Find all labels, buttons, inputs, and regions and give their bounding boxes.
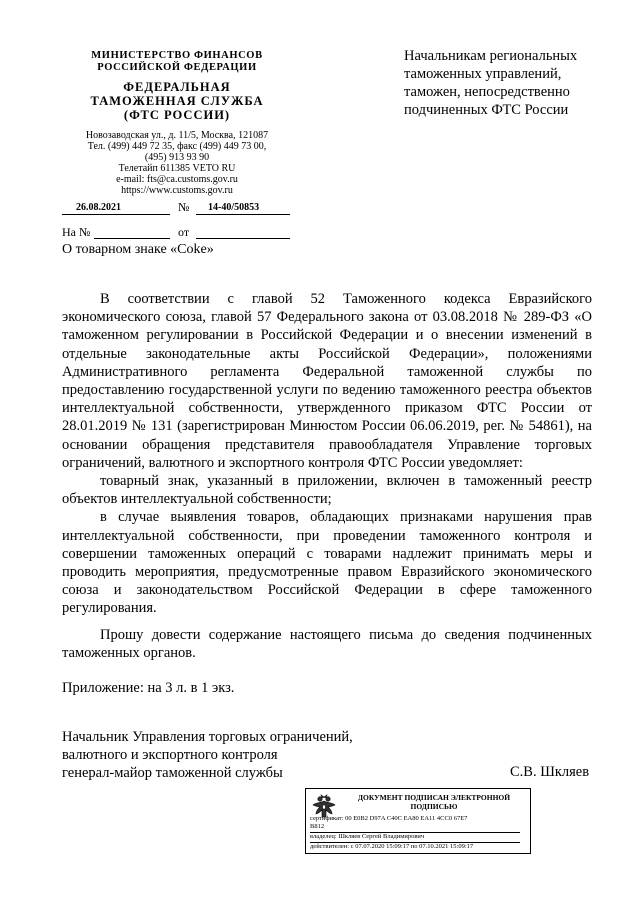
sender-address bbox=[48, 130, 306, 196]
addressee-line1: Начальникам региональных bbox=[404, 48, 578, 64]
stamp-title bbox=[340, 793, 528, 811]
stamp-validity: действителен: с 07.07.2020 15:09:17 по 07.10.2021 15:09:17 bbox=[310, 843, 474, 850]
position-line3: генерал-майор таможенной службы bbox=[62, 765, 283, 781]
position-line2: валютного и экспортного контроля bbox=[62, 747, 278, 763]
letter-body bbox=[62, 290, 592, 662]
ministry-name-line2: РОССИЙСКОЙ ФЕДЕРАЦИИ bbox=[97, 62, 257, 73]
position-line1: Начальник Управления торговых ограничений, bbox=[62, 729, 353, 745]
letter-subject: О товарном знаке «Coke» bbox=[62, 242, 214, 257]
number-sign: № bbox=[178, 200, 190, 214]
signatory-name: С.В. Шкляев bbox=[510, 764, 590, 780]
number-underline bbox=[196, 214, 290, 215]
website[interactable]: https://www.customs.gov.ru bbox=[121, 185, 233, 196]
addressee-line3: таможен, непосредственно bbox=[404, 84, 570, 100]
stamp-title-line1: ДОКУМЕНТ ПОДПИСАН ЭЛЕКТРОННОЙ bbox=[357, 793, 511, 802]
registration-number: 14-40/50853 bbox=[208, 202, 260, 213]
date-underline bbox=[62, 214, 170, 215]
reference-number-underline bbox=[94, 238, 170, 239]
address-line1: Новозаводская ул., д. 11/5, Москва, 121087 bbox=[85, 130, 269, 141]
service-name-line3: (ФТС РОССИИ) bbox=[123, 108, 231, 122]
electronic-signature-stamp bbox=[305, 788, 531, 854]
ministry-name-line1: МИНИСТЕРСТВО ФИНАНСОВ bbox=[91, 50, 263, 61]
service-name-line2: ТАМОЖЕННАЯ СЛУЖБА bbox=[90, 94, 264, 108]
stamp-certificate-cont: B812 bbox=[310, 823, 325, 830]
email[interactable]: e-mail: fts@ca.customs.gov.ru bbox=[116, 174, 238, 185]
signatory-position bbox=[62, 728, 392, 782]
body-paragraph-3: в случае выявления товаров, обладающих признаками нарушения прав интеллектуальной собственности, при проведении таможенного контроля и совершении таможенных операций с товарами надлежит принимать меры и проводить мероприятия, предусмотренные правом Евразийского экономического союза и законодательством Российской Федерации в сфере таможенного регулирования. bbox=[62, 509, 592, 617]
body-paragraph-1: В соответствии с главой 52 Таможенного кодекса Евразийского экономического союза, главой 57 Федерального закона от 03.08.2018 № 289-ФЗ «О таможенном регулировании в Российской Федерации и о внесении изменений в отдельные законодательные акты Российской Федерации», положениями Административного регламента Федеральной таможенной службы по предоставлению государственной услуги по ведению таможенного реестра объектов интеллектуальной собственности, утвержденного приказом ФТС России от 28.01.2019 № 131 (зарегистрирован Минюстом России 06.06.2019, рег. № 54861), на основании обращения представителя правообладателя Управление торговых ограничений, валютного и экспортного контроля ФТС России уведомляет: bbox=[62, 291, 592, 471]
reference-number-label: На № bbox=[62, 225, 91, 239]
stamp-certificate: сертификат: 00 E0B2 D97A C40C EA80 EA11 4CC0 67E7 bbox=[310, 815, 468, 822]
appendix-note: Приложение: на 3 л. в 1 экз. bbox=[62, 680, 235, 696]
teletype: Телетайп 611385 VETO RU bbox=[118, 163, 236, 174]
body-paragraph-4: Прошу довести содержание настоящего письма до сведения подчиненных таможенных органов. bbox=[62, 626, 592, 661]
service-name-line1: ФЕДЕРАЛЬНАЯ bbox=[123, 80, 231, 94]
body-paragraph-2: товарный знак, указанный в приложении, включен в таможенный реестр объектов интеллектуальной собственности; bbox=[62, 473, 592, 508]
addressee-line4: подчиненных ФТС России bbox=[404, 102, 569, 118]
addressee-line2: таможенных управлений, bbox=[404, 66, 562, 82]
sender-header bbox=[48, 50, 306, 196]
address-line2: Тел. (499) 449 72 35, факс (499) 449 73 00, bbox=[87, 141, 267, 152]
stamp-owner: владелец: Шкляев Сергей Владимирович bbox=[310, 833, 425, 840]
reference-date-label: от bbox=[178, 225, 190, 239]
registration-date: 26.08.2021 bbox=[76, 202, 121, 213]
stamp-title-line2: ПОДПИСЬЮ bbox=[410, 802, 458, 811]
service-name bbox=[48, 80, 306, 122]
address-line3: (495) 913 93 90 bbox=[144, 152, 210, 163]
reference-date-underline bbox=[196, 238, 290, 239]
addressee bbox=[404, 47, 614, 119]
